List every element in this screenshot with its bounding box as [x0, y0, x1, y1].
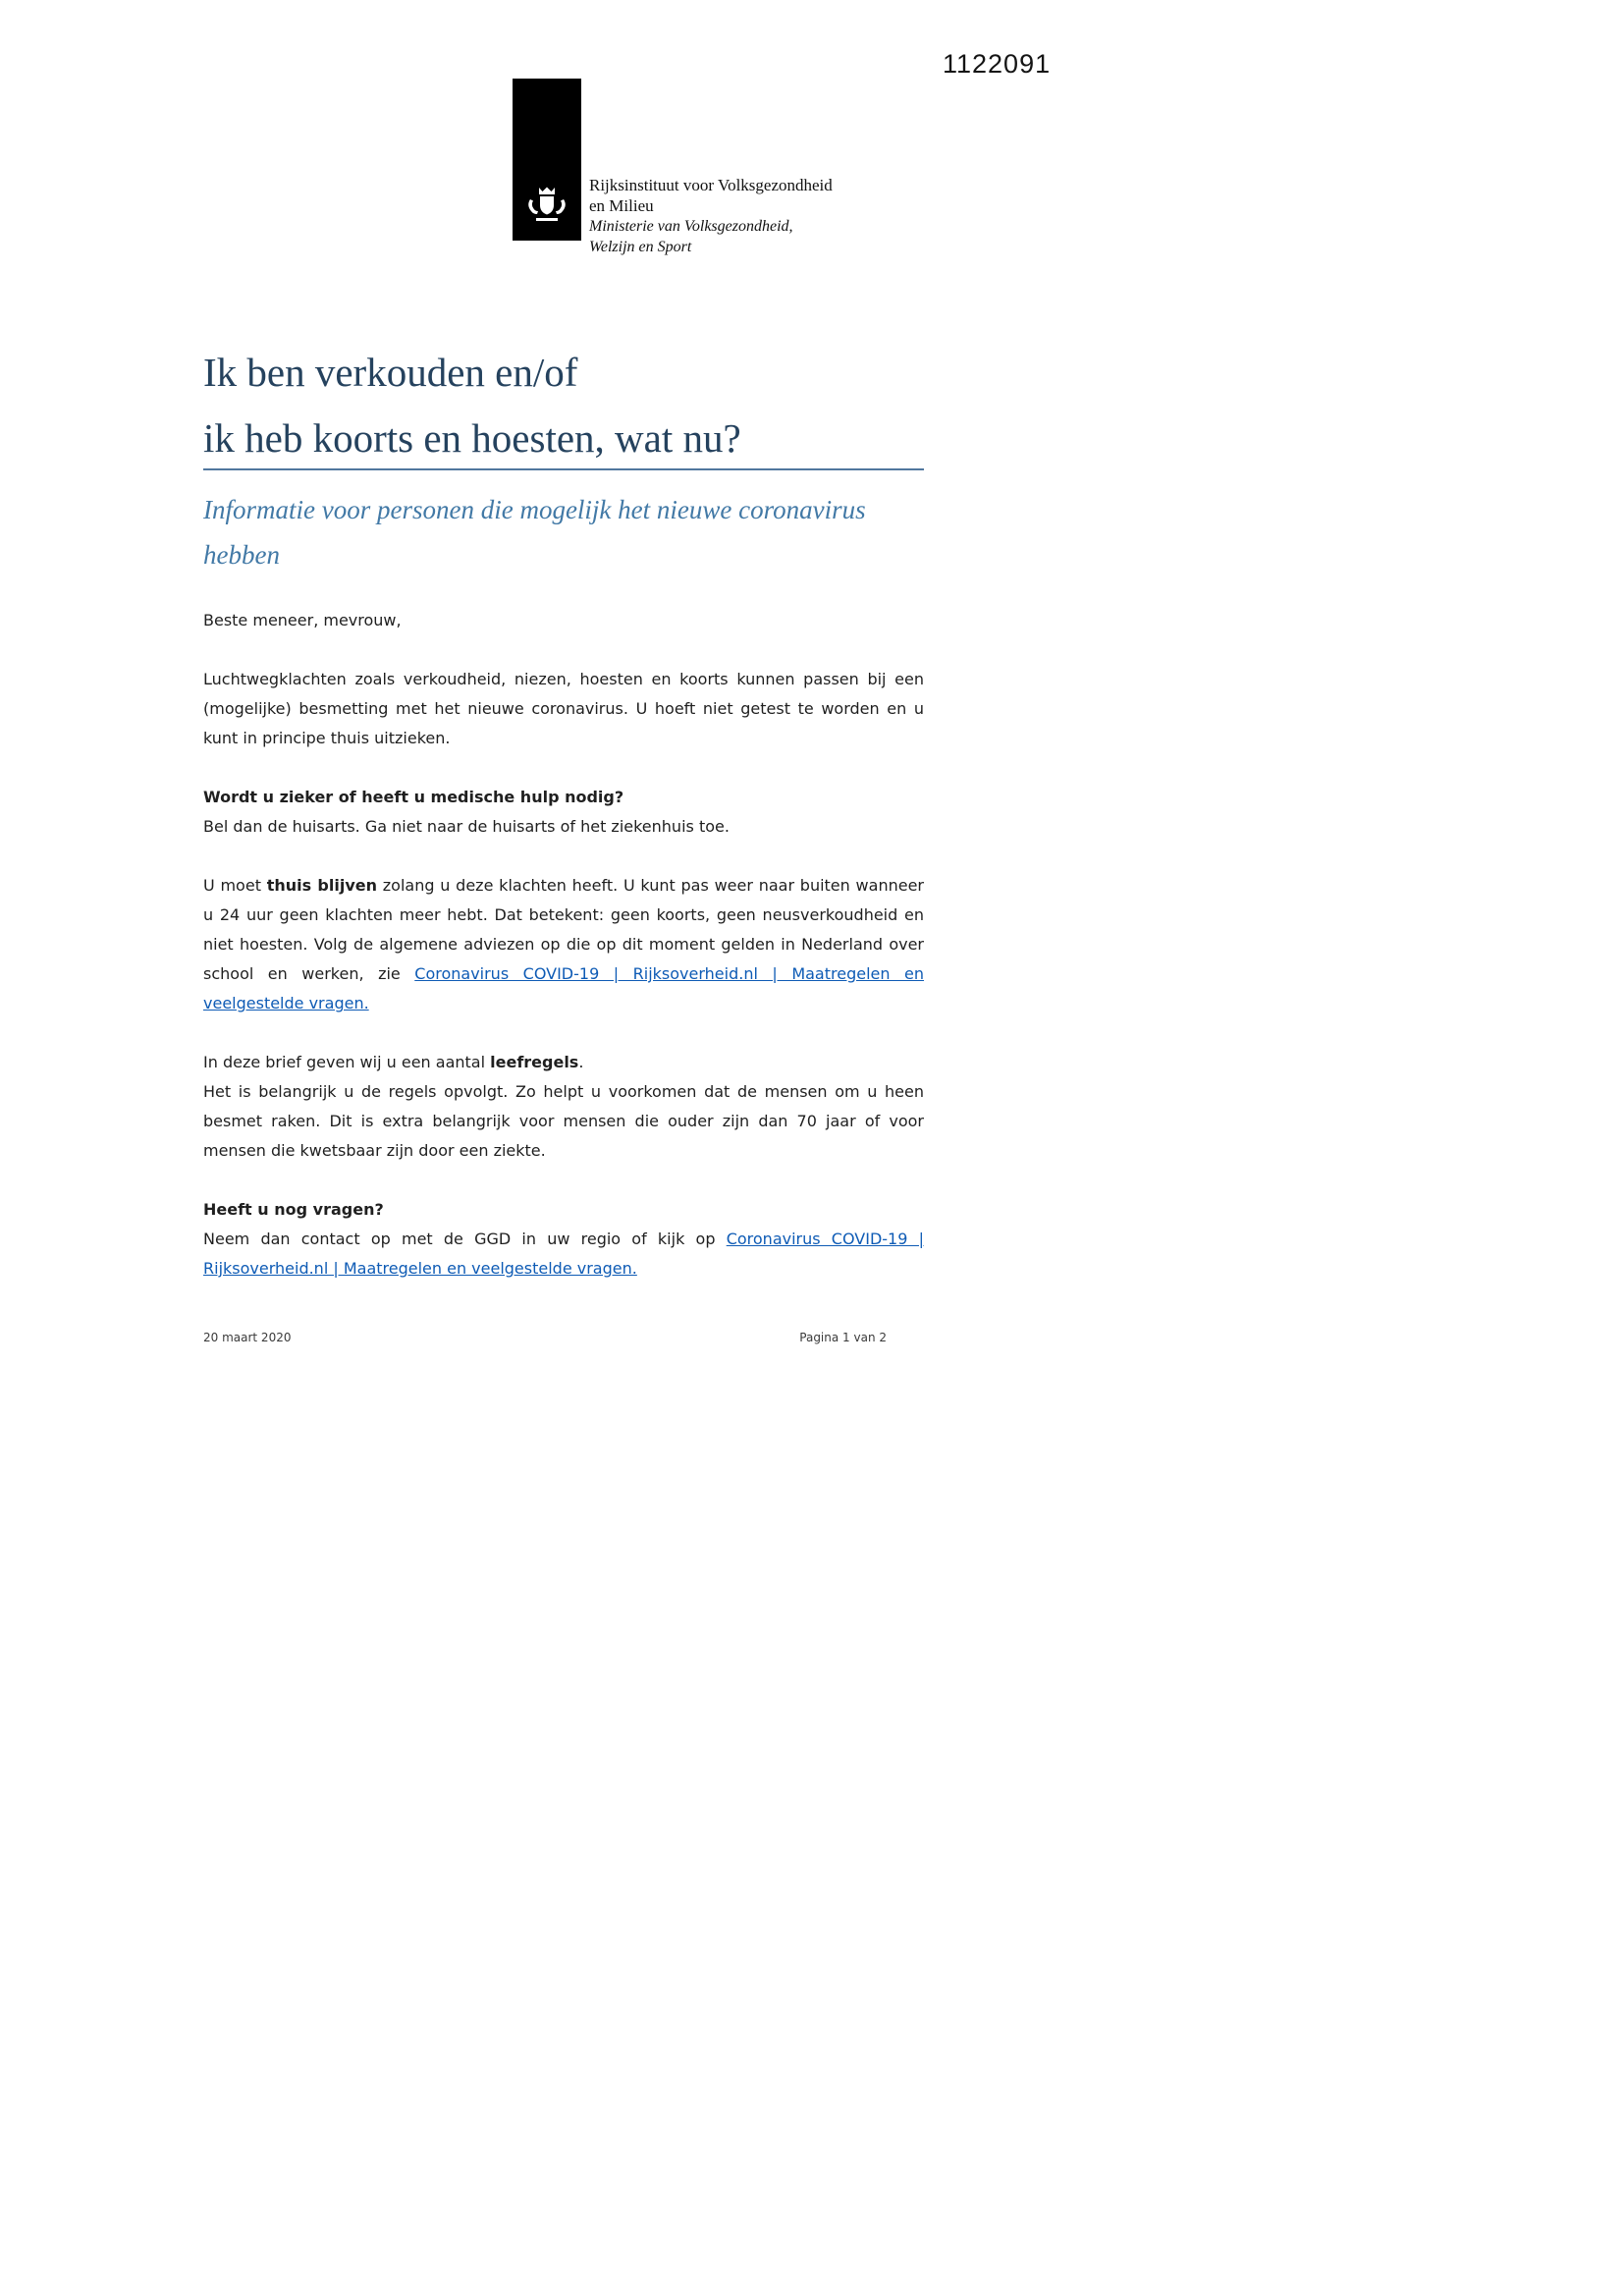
paragraph-rules-importance: Het is belangrijk u de regels opvolgt. Zo helpt u voorkomen dat de mensen om u heen besmet raken. Dit is extra belangrijk voor mensen die ouder zijn dan 70 jaar of voor mensen die kwetsbaar zijn door een ziekte. — [203, 1082, 924, 1160]
page-footer — [203, 1331, 924, 1344]
logo-ministry-line1: Ministerie van Volksgezondheid, — [589, 218, 793, 235]
salutation: Beste meneer, mevrouw, — [203, 611, 402, 629]
contact-text-1: Neem dan contact op met de GGD in uw regio of kijk op — [203, 1230, 727, 1248]
title-divider — [203, 468, 924, 470]
page-title-line2: ik heb koorts en hoesten, wat nu? — [203, 415, 741, 461]
rijksoverheid-link-2[interactable]: Coronavirus COVID-19 | Rijksoverheid.nl | Maatregelen en veelgestelde vragen. — [203, 1230, 924, 1278]
footer-date: 20 maart 2020 — [203, 1331, 292, 1344]
stay-home-text-1: U moet — [203, 876, 267, 895]
rijksoverheid-link-1[interactable]: Coronavirus COVID-19 | Rijksoverheid.nl | Maatregelen en veelgestelde vragen. — [203, 964, 924, 1012]
logo-ribbon — [513, 79, 581, 241]
coat-of-arms-icon — [524, 186, 569, 225]
logo-ministry-line2: Welzijn en Sport — [589, 239, 692, 255]
paragraph-rules-intro — [203, 1048, 924, 1077]
stay-home-text-2: zolang u deze klachten heeft. U kunt pas weer naar buiten wanneer u 24 uur geen klachten meer hebt. Dat betekent: geen koorts, geen neusverkoudheid en niet hoesten. Volg de algemene adviezen op die op dit moment gelden in Nederland over school en werken, zie — [203, 876, 924, 983]
footer-page-indicator: Pagina 1 van 2 — [799, 1331, 887, 1344]
page-title-line1: Ik ben verkouden en/of — [203, 350, 578, 395]
rules-text-1: In deze brief geven wij u een aantal — [203, 1053, 491, 1071]
paragraph-symptoms: Luchtwegklachten zoals verkoudheid, niezen, hoesten en koorts kunnen passen bij een (mogelijke) besmetting met het nieuwe coronavirus. U hoeft niet getest te worden en u kunt in principe thuis uitzieken. — [203, 670, 924, 747]
rivm-logo — [513, 79, 833, 257]
letter-body — [203, 606, 924, 1313]
paragraph-stay-home — [203, 871, 924, 1018]
stay-home-bold: thuis blijven — [266, 876, 377, 895]
rules-bold: leefregels — [490, 1053, 579, 1071]
stamp-number: 1122091 — [943, 49, 1052, 79]
heading-questions: Heeft u nog vragen? — [203, 1200, 384, 1219]
rules-text-2: . — [578, 1053, 584, 1071]
logo-org-line2: en Milieu — [589, 196, 654, 215]
paragraph-call-gp: Bel dan de huisarts. Ga niet naar de huisarts of het ziekenhuis toe. — [203, 817, 730, 836]
logo-text — [589, 79, 833, 257]
paragraph-contact-ggd — [203, 1225, 924, 1284]
subtitle: Informatie voor personen die mogelijk het nieuwe coronavirus hebben — [203, 495, 866, 570]
heading-medical-help: Wordt u zieker of heeft u medische hulp nodig? — [203, 788, 624, 806]
logo-org-line1: Rijksinstituut voor Volksgezondheid — [589, 176, 833, 194]
page-title — [203, 340, 949, 471]
